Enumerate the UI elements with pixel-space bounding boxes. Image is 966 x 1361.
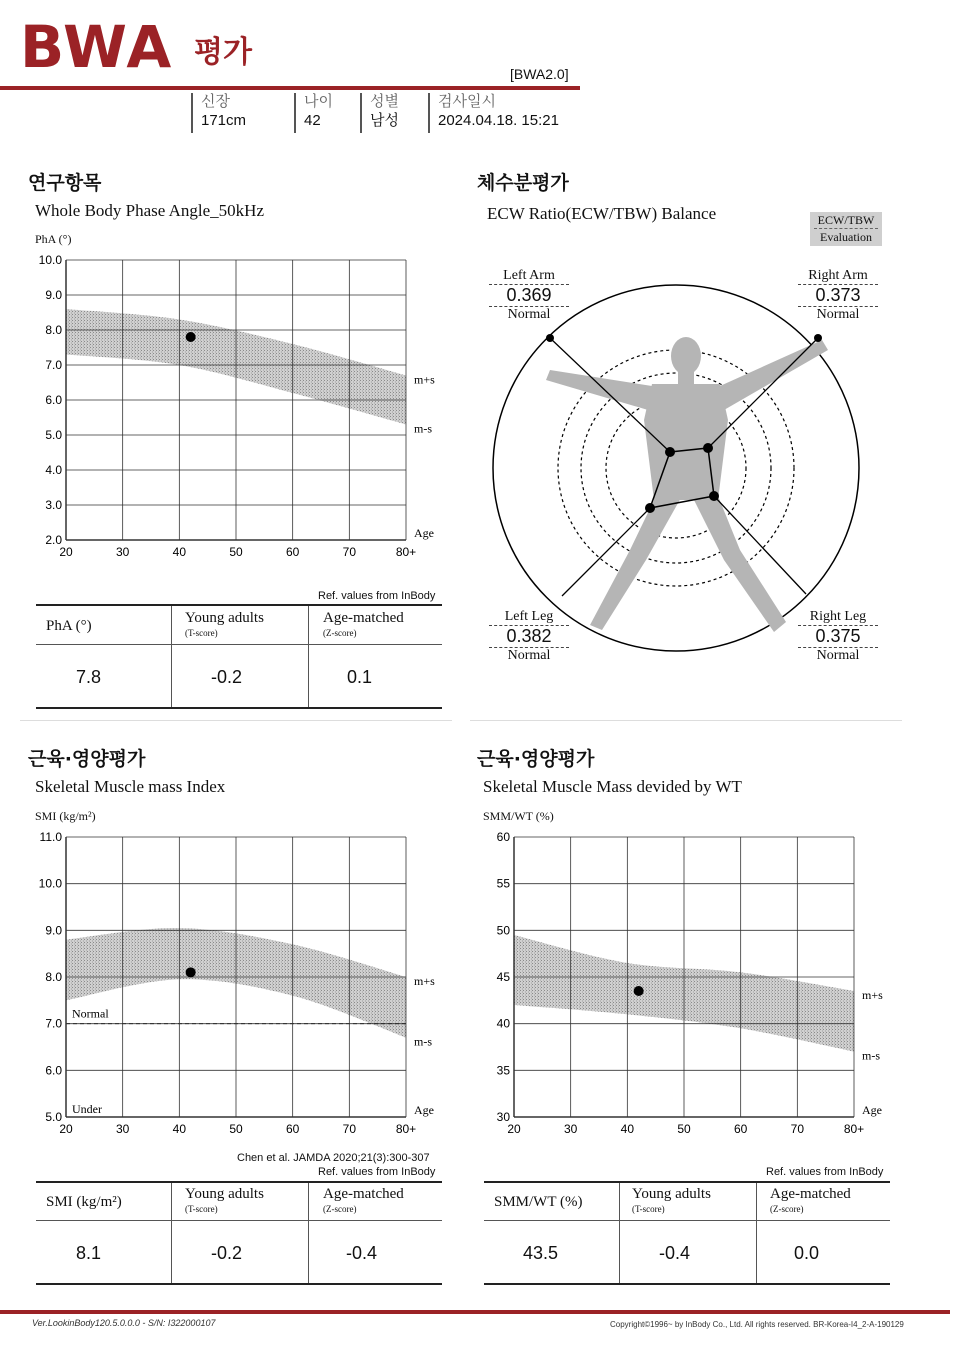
- y-tick-label: 2.0: [45, 533, 62, 547]
- left-arm-value: 0.369: [506, 285, 552, 305]
- left-leg-label: Left Leg: [504, 609, 554, 624]
- x-tick-label: 20: [59, 1122, 73, 1136]
- smm-table-bottom-line: [484, 1283, 890, 1285]
- version-label: [BWA2.0]: [510, 66, 569, 82]
- pha-z-score: 0.1: [347, 667, 373, 687]
- smm-chart: [448, 822, 908, 1142]
- right-leg-value: 0.375: [815, 626, 861, 646]
- smi-table-bottom-line: [36, 1283, 442, 1285]
- right-arm-point: [703, 443, 713, 453]
- x-tick-label: 50: [229, 1122, 243, 1136]
- smm-table-mid-line: [484, 1220, 890, 1221]
- info-test-date: [428, 93, 559, 133]
- pha-chart: [0, 245, 460, 565]
- y-tick-label: 7.0: [45, 1016, 62, 1031]
- smm-value: 43.5: [523, 1243, 559, 1263]
- pha-col2-sub: (T-score): [185, 628, 218, 638]
- info-height: [191, 93, 246, 133]
- x-tick-label: 60: [733, 1122, 748, 1136]
- x-axis-label: Age: [862, 1103, 882, 1117]
- x-tick-label: 60: [285, 545, 300, 559]
- left-arm-end-dot: [546, 334, 554, 342]
- smm-z-score: 0.0: [794, 1243, 820, 1263]
- right-leg-block: [798, 609, 878, 664]
- pha-t-score: -0.2: [211, 667, 243, 687]
- smi-col1-header: SMI (kg/m²): [46, 1194, 122, 1210]
- footer-version: Ver.LookinBody120.5.0.0.0 - S/N: I322000107: [32, 1318, 216, 1328]
- smi-table-vline: [171, 1183, 172, 1283]
- footer-red-line: [0, 1310, 950, 1314]
- x-tick-label: 40: [620, 1122, 635, 1136]
- smi-chart: [0, 822, 460, 1142]
- pha-col3-header: Age-matched: [323, 610, 404, 626]
- section-divider: [20, 720, 452, 721]
- y-tick-label: 35: [496, 1063, 510, 1078]
- info-value: 171cm: [201, 112, 247, 129]
- ecw-evaluation-box: [810, 212, 882, 246]
- pha-col3-sub: (Z-score): [323, 628, 357, 638]
- smi-chart-title: Skeletal Muscle mass Index: [35, 777, 226, 796]
- header-red-line: [0, 86, 580, 90]
- bwa-logo: BWA: [20, 13, 174, 81]
- smi-col2-header: Young adults: [185, 1186, 264, 1202]
- pha-y-label: PhA (°): [35, 232, 72, 246]
- smm-table-vline: [756, 1183, 757, 1283]
- x-tick-label: 70: [342, 545, 357, 559]
- band-upper-label: m+s: [414, 974, 435, 988]
- pha-table-mid-line: [36, 644, 442, 645]
- left-leg-block: [489, 609, 569, 664]
- measurement-point: [186, 332, 196, 342]
- right-leg-label: Right Leg: [809, 609, 867, 624]
- x-tick-label: 60: [285, 1122, 300, 1136]
- smm-t-score: -0.4: [659, 1243, 691, 1263]
- smi-col3-sub: (Z-score): [323, 1204, 357, 1214]
- y-tick-label: 5.0: [45, 428, 62, 442]
- info-label: 신장: [201, 93, 230, 110]
- y-tick-label: 10.0: [38, 876, 62, 891]
- y-tick-label: 40: [496, 1016, 510, 1031]
- y-tick-label: 9.0: [45, 288, 62, 302]
- y-tick-label: 4.0: [45, 463, 62, 477]
- y-tick-label: 7.0: [45, 358, 62, 372]
- body-water-section-title: 체수분평가: [477, 172, 569, 194]
- muscle-nutrition-section-title-2: 근육·영양평가: [477, 748, 595, 770]
- pha-col2-header: Young adults: [185, 610, 264, 626]
- x-axis-label: Age: [414, 526, 434, 540]
- info-value: 남성: [370, 112, 399, 129]
- left-arm-label: Left Arm: [503, 268, 555, 283]
- pha-value: 7.8: [76, 667, 102, 687]
- right-arm-end-dot: [814, 334, 822, 342]
- section-divider: [470, 720, 902, 721]
- smm-col2-header: Young adults: [632, 1186, 711, 1202]
- left-leg-status: Normal: [507, 648, 551, 663]
- right-arm-status: Normal: [816, 307, 860, 322]
- under-zone-label: Under: [72, 1102, 102, 1116]
- y-tick-label: 55: [496, 876, 510, 891]
- right-leg-point: [709, 491, 719, 501]
- y-tick-label: 8.0: [45, 323, 62, 337]
- pha-table-vline: [308, 606, 309, 707]
- pha-table-top-line: [36, 604, 442, 606]
- measurement-point: [186, 967, 196, 977]
- x-tick-label: 40: [172, 1122, 187, 1136]
- info-label: 나이: [304, 93, 333, 110]
- y-tick-label: 60: [496, 830, 510, 844]
- band-upper-label: m+s: [414, 372, 435, 387]
- x-tick-label: 80+: [843, 1122, 865, 1136]
- right-leg-status: Normal: [816, 648, 860, 663]
- eval-line2: Evaluation: [820, 230, 872, 244]
- band-lower-label: m-s: [414, 1034, 432, 1049]
- band-lower-label: m-s: [414, 421, 432, 436]
- smm-ref: Ref. values from InBody: [766, 1166, 884, 1178]
- smi-z-score: -0.4: [346, 1243, 378, 1263]
- smi-col2-sub: (T-score): [185, 1204, 218, 1214]
- smi-table-vline: [308, 1183, 309, 1283]
- smi-table-mid-line: [36, 1220, 442, 1221]
- muscle-nutrition-section-title: 근육·영양평가: [28, 748, 146, 770]
- info-sex: [360, 93, 399, 133]
- measurement-point: [634, 986, 644, 996]
- smm-y-label: SMM/WT (%): [483, 809, 554, 823]
- y-tick-label: 3.0: [45, 498, 62, 512]
- x-tick-label: 50: [229, 545, 243, 559]
- bwa-logo-suffix: 평가: [194, 35, 252, 70]
- y-tick-label: 45: [496, 970, 510, 984]
- x-tick-label: 20: [507, 1122, 521, 1136]
- left-leg-value: 0.382: [506, 626, 552, 646]
- band-upper-label: m+s: [862, 988, 883, 1002]
- smm-chart-title: Skeletal Muscle Mass devided by WT: [483, 777, 742, 796]
- right-arm-label: Right Arm: [808, 268, 868, 283]
- smm-col3-header: Age-matched: [770, 1186, 851, 1202]
- y-tick-label: 10.0: [38, 253, 62, 267]
- band-lower-label: m-s: [862, 1048, 880, 1063]
- pha-col1-header: PhA (°): [46, 618, 92, 634]
- smm-col2-sub: (T-score): [632, 1204, 665, 1214]
- smm-col1-header: SMM/WT (%): [494, 1194, 583, 1210]
- pha-table-bottom-line: [36, 707, 442, 709]
- footer-copyright: Copyright©1996~ by InBody Co., Ltd. All rights reserved. BR-Korea-I4_2-A-190129: [610, 1320, 904, 1329]
- info-value: 42: [304, 112, 321, 129]
- x-tick-label: 70: [790, 1122, 805, 1136]
- eval-line1: ECW/TBW: [814, 212, 878, 229]
- ecw-chart-title: ECW Ratio(ECW/TBW) Balance: [487, 204, 717, 223]
- pha-ref: Ref. values from InBody: [318, 590, 436, 602]
- y-tick-label: 30: [496, 1110, 510, 1124]
- x-axis-label: Age: [414, 1103, 434, 1117]
- smi-col3-header: Age-matched: [323, 1186, 404, 1202]
- x-tick-label: 80+: [395, 1122, 417, 1136]
- smi-t-score: -0.2: [211, 1243, 243, 1263]
- x-tick-label: 50: [677, 1122, 691, 1136]
- info-label: 검사일시: [438, 93, 496, 110]
- info-age: [294, 93, 333, 133]
- x-tick-label: 40: [172, 545, 187, 559]
- x-tick-label: 30: [563, 1122, 578, 1136]
- research-section-title: 연구항목: [28, 172, 102, 194]
- left-arm-block: [489, 268, 569, 323]
- x-tick-label: 70: [342, 1122, 357, 1136]
- smi-table-top-line: [36, 1181, 442, 1183]
- info-value: 2024.04.18. 15:21: [438, 112, 559, 129]
- y-tick-label: 5.0: [45, 1110, 62, 1124]
- left-arm-status: Normal: [507, 307, 551, 322]
- smm-col3-sub: (Z-score): [770, 1204, 804, 1214]
- y-tick-label: 6.0: [45, 393, 62, 407]
- smm-table-top-line: [484, 1181, 890, 1183]
- x-tick-label: 30: [115, 545, 130, 559]
- x-tick-label: 20: [59, 545, 73, 559]
- y-tick-label: 8.0: [45, 970, 62, 984]
- y-tick-label: 6.0: [45, 1063, 62, 1078]
- y-tick-label: 50: [496, 923, 510, 938]
- pha-table-vline: [171, 606, 172, 707]
- smi-ref-citation: Chen et al. JAMDA 2020;21(3):300-307: [237, 1152, 430, 1164]
- right-arm-block: [798, 268, 878, 323]
- info-label: 성별: [370, 93, 399, 110]
- x-tick-label: 80+: [395, 545, 417, 559]
- smi-value: 8.1: [76, 1243, 102, 1263]
- y-tick-label: 9.0: [45, 923, 62, 938]
- normal-zone-label: Normal: [72, 1006, 109, 1021]
- pha-chart-title: Whole Body Phase Angle_50kHz: [35, 201, 264, 220]
- left-leg-point: [645, 503, 655, 513]
- left-arm-point: [665, 447, 675, 457]
- right-arm-value: 0.373: [815, 285, 861, 305]
- y-tick-label: 11.0: [39, 830, 62, 844]
- smi-y-label: SMI (kg/m²): [35, 809, 96, 823]
- body-silhouette: [546, 337, 828, 632]
- x-tick-label: 30: [115, 1122, 130, 1136]
- smi-ref: Ref. values from InBody: [318, 1166, 436, 1178]
- smm-table-vline: [619, 1183, 620, 1283]
